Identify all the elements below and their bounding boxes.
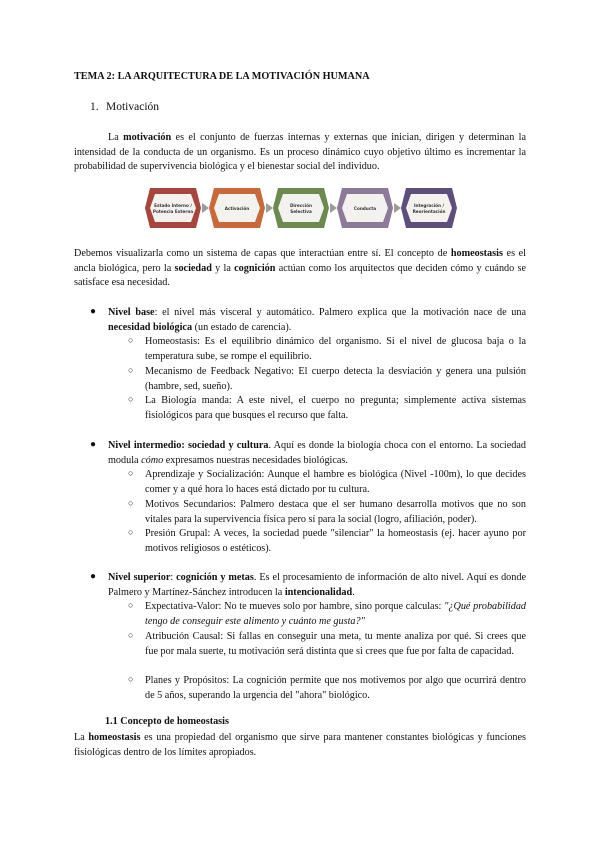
- sub-bullet-dot: ○: [128, 630, 134, 640]
- sub-item-feedback: Mecanismo de Feedback Negativo: El cuerpo detecta la desviación y genera una pulsión (hambre, sed, sueño).: [145, 366, 526, 392]
- sub-bullet-dot: ○: [128, 600, 134, 610]
- sub-item-biologia: La Biología manda: A este nivel, el cuerpo no pregunta; simplemente activa sistemas fisiológicos para que busques el recurso que falta.: [145, 395, 526, 421]
- bullet-dot: ●: [90, 571, 97, 582]
- homeostasis-paragraph: [74, 731, 526, 760]
- layers-bold-sociedad: sociedad: [174, 262, 212, 274]
- layers-text-e: y la: [211, 262, 235, 274]
- diagram-hexagon-inner: [406, 194, 452, 222]
- sub-bullet-dot: ○: [128, 498, 134, 508]
- intro-text-b: es el conjunto de fuerzas internas y externas que inician, dirigen y determinan la intensidad de la conducta de un organismo. Es un proceso dinámico cuyo objetivo último es incrementar la probabilidad de supervivencia biológica y el bienestar social del individuo.: [74, 132, 526, 172]
- sub-item-expectativa: [145, 600, 526, 629]
- diagram-step-label: Integración /: [413, 203, 445, 208]
- sub-item-atribucion: Atribución Causal: Si fallas en conseguir una meta, tu mente analiza por qué. Si crees que fue por mala suerte, tu motivación será distinta que si crees que fue por falta de capacidad.: [145, 631, 526, 657]
- bullet-text: . Aquí es donde la biología choca con el entorno. La sociedad modula: [108, 440, 526, 466]
- layers-text-g: actúan como los arquitectos que deciden cómo y cuándo se satisface esa necesidad.: [74, 262, 526, 288]
- diagram-arrow: [394, 203, 401, 213]
- section-number: 1.: [90, 101, 99, 113]
- section-label: Motivación: [106, 101, 160, 113]
- diagram-arrow: [266, 203, 273, 213]
- bullet-text: .: [352, 586, 355, 598]
- sub-bullet-dot: ○: [128, 365, 134, 375]
- sub-italic: "¿Qué probabilidad tengo de conseguir este alimento y cuánto me gusta?": [145, 601, 527, 627]
- motivation-process-diagram: [141, 183, 461, 233]
- sub-item-presion: Presión Grupal: A veces, la sociedad puede "silenciar" la homeostasis (ej. hacer ayuno por motivos religiosos o estéticos).: [145, 528, 526, 554]
- bullet-head: Nivel superior: [108, 572, 171, 583]
- diagram-step-label: Selectiva: [290, 209, 312, 214]
- bullet-nivel-intermedio: [108, 439, 526, 468]
- diagram-step-label: Activación: [224, 206, 250, 211]
- diagram-step-label: Conducta: [353, 206, 377, 211]
- final-text-c: es una propiedad del organismo que sirve para mantener constantes biológicas y funciones fisiológicas dentro de los límites apropiados.: [74, 732, 526, 758]
- bullet-text: expresamos nuestras necesidades biológicas.: [163, 454, 348, 466]
- diagram-arrow: [202, 203, 209, 213]
- bullet-head: Nivel base: [108, 307, 155, 318]
- bullet-text: . Es el procesamiento de información de alto nivel. Aquí es donde Palmero y Martínez-Sánchez introducen la: [108, 572, 526, 598]
- diagram-step-label: Reorientación: [412, 209, 446, 214]
- intro-text-a: La: [108, 132, 124, 143]
- layers-bold-cognicion: cognición: [234, 262, 276, 274]
- diagram-hexagon-inner: [150, 194, 196, 222]
- subsection-heading-homeostasis: 1.1 Concepto de homeostasis: [105, 716, 229, 727]
- bullet-nivel-superior: [108, 571, 526, 600]
- bullet-dot: ●: [90, 306, 97, 317]
- sub-item-homeostasis: Homeostasis: Es el equilibrio dinámico del organismo. Si el nivel de glucosa baja o la temperatura sube, se rompe el equilibrio.: [145, 336, 526, 362]
- diagram-arrow: [330, 203, 337, 213]
- final-bold-homeostasis: homeostasis: [88, 732, 141, 743]
- sub-bullet-dot: ○: [128, 394, 134, 404]
- diagram-step-label: Potencia Externa: [152, 209, 194, 214]
- bullet-text: :: [170, 572, 177, 583]
- bullet-italic: cómo: [141, 454, 164, 466]
- layers-text-a: Debemos visualizarla como un sistema de capas que interactúan entre sí. El concepto de: [74, 248, 451, 259]
- layers-bold-homeostasis: homeostasis: [450, 248, 503, 259]
- layers-paragraph: [74, 247, 526, 291]
- bullet-head: cognición y metas: [176, 572, 254, 583]
- sub-bullet-dot: ○: [128, 468, 134, 478]
- sub-item-planes: Planes y Propósitos: La cognición permite que nos motivemos por algo que ocurrirá dentro de 5 años, superando la urgencia del "ahora" biológico.: [145, 675, 526, 701]
- sub-bullet-dot: ○: [128, 335, 134, 345]
- diagram-step-label: Estado Interno /: [154, 203, 192, 208]
- bullet-bold: necesidad biológica: [108, 321, 193, 333]
- bullet-bold: intencionalidad: [284, 586, 353, 598]
- intro-paragraph: [74, 131, 526, 175]
- sub-text: Expectativa-Valor: No te mueves solo por hambre, sino porque calculas:: [145, 601, 445, 612]
- bullet-dot: ●: [90, 439, 97, 450]
- bullet-text: : el nivel más visceral y automático. Palmero explica que la motivación nace de una: [154, 307, 526, 318]
- sub-bullet-dot: ○: [128, 674, 134, 684]
- diagram-hexagon-inner: [278, 194, 324, 222]
- final-text-a: La: [74, 732, 89, 743]
- bullet-text: (un estado de carencia).: [192, 321, 292, 333]
- diagram-step-label: Dirección: [289, 203, 313, 208]
- bullet-head: Nivel intermedio: sociedad y cultura: [108, 440, 269, 451]
- page-title: TEMA 2: LA ARQUITECTURA DE LA MOTIVACIÓN HUMANA: [74, 71, 370, 82]
- section-heading-motivacion: [90, 101, 159, 113]
- bullet-nivel-base: [108, 306, 526, 335]
- sub-item-motivos: Motivos Secundarios: Palmero destaca que el ser humano desarrolla motivos que no son vitales para la supervivencia física pero sí para la social (logro, afiliación, poder).: [145, 499, 526, 525]
- sub-bullet-dot: ○: [128, 527, 134, 537]
- intro-bold-motivacion: motivación: [123, 132, 172, 143]
- layers-text-c: es el ancla biológica, pero la: [74, 248, 527, 274]
- sub-item-aprendizaje: Aprendizaje y Socialización: Aunque el hambre es biológica (Nivel -100m), lo que decides comer y a qué hora lo haces está dictado por tu cultura.: [145, 469, 526, 495]
